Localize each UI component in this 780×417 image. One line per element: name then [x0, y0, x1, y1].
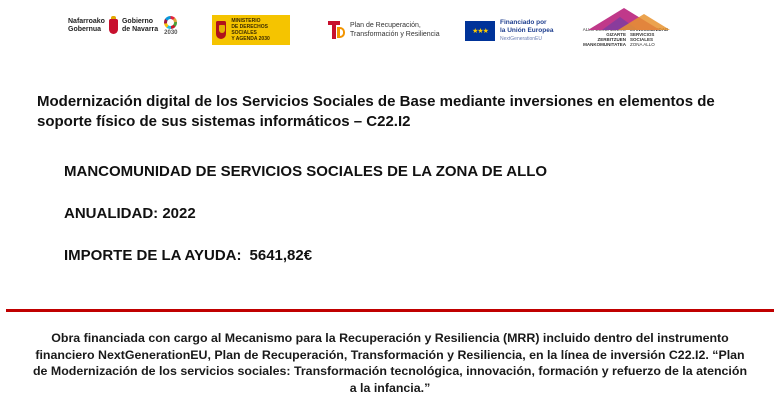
- agenda-2030-logo: 2030: [164, 16, 177, 36]
- sdg-wheel-icon: [164, 16, 177, 29]
- mancomunidad-allo-logo: [578, 5, 678, 47]
- funding-notice: Obra financiada con cargo al Mecanismo para la Recuperación y Resiliencia (MRR) incluido dentro del instrumento financiero NextGenerationEU, Plan de Recuperación, Transformación y Resiliencia, en la línea de inversión C22.I2. “Plan de Modernización de los servicios sociales: Transformación tecnológica, innovación, formación y refuerzo de la atención a la infancia.”: [32, 331, 748, 395]
- gobierno-navarra-logo: [68, 16, 178, 36]
- importe-label: IMPORTE DE LA AYUDA:: [64, 247, 242, 264]
- mancomunidad-spanish-name: MANCOMUNIDAD SERVICIOS SOCIALES ZONA ALLO: [630, 27, 669, 47]
- eu-next-generation-logo: [465, 19, 553, 43]
- ministerio-derechos-sociales-logo: [212, 15, 290, 45]
- anualidad-label: ANUALIDAD:: [64, 205, 159, 222]
- entity-name: MANCOMUNIDAD DE SERVICIOS SOCIALES DE LA ZONA DE ALLO: [64, 163, 548, 180]
- importe-line: [64, 247, 312, 265]
- logo-bar: [0, 0, 780, 60]
- mancomunidad-basque-name: ALLO ESKUALDEKO GIZARTE ZERBITZUEN MANKOMUNITATEA: [582, 27, 626, 47]
- eu-flag-icon: ★★★: [465, 21, 495, 41]
- anualidad-line: [64, 205, 196, 223]
- plan-recuperacion-name: Plan de Recuperación, Transformación y Resiliencia: [350, 22, 440, 38]
- importe-value: 5641,82€: [249, 247, 313, 264]
- spain-coat-of-arms-icon: [216, 21, 226, 39]
- navarra-basque-name: Nafarroako Gobernua: [68, 18, 105, 33]
- eu-funding-text: Financiado por la Unión Europea NextGenerationEU: [500, 19, 554, 42]
- anualidad-value: 2022: [162, 205, 196, 222]
- navarra-spanish-name: Gobierno de Navarra: [121, 18, 159, 33]
- ministerio-name: MINISTERIO DE DERECHOS SOCIALES Y AGENDA 2030: [231, 18, 270, 42]
- plan-tr-mark-icon: [328, 19, 346, 41]
- navarra-shield-icon: [109, 19, 118, 34]
- project-title: Modernización digital de los Servicios Sociales de Base mediante inversiones en elementos de soporte físico de sus sistemas informáticos – C22.I2: [37, 93, 715, 130]
- plan-recuperacion-logo: [328, 19, 440, 41]
- mountain-emblem-icon: [578, 5, 678, 27]
- red-divider: [6, 309, 774, 312]
